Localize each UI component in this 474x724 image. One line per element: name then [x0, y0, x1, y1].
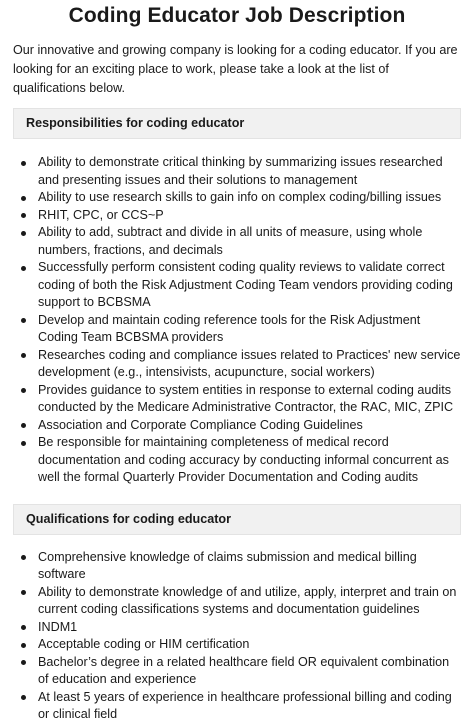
list-item-text: Association and Corporate Compliance Coding Guidelines — [38, 417, 363, 432]
bullet-icon — [21, 660, 26, 665]
bullet-icon — [21, 353, 26, 358]
list-item — [13, 654, 461, 689]
list-item-text: INDM1 — [38, 619, 78, 634]
qualifications-list — [13, 549, 461, 724]
bullet-icon — [21, 441, 26, 446]
bullet-icon — [21, 231, 26, 236]
list-item — [13, 189, 461, 207]
list-item-text: Be responsible for maintaining completeness of medical record documentation and coding accuracy by conducting informal concurrent as well the formal Quarterly Provider Documentation and Coding audits — [38, 435, 449, 484]
bullet-icon — [21, 161, 26, 166]
bullet-icon — [21, 555, 26, 560]
bullet-icon — [21, 388, 26, 393]
list-item — [13, 259, 461, 312]
list-item — [13, 154, 461, 189]
bullet-icon — [21, 318, 26, 323]
list-item — [13, 347, 461, 382]
bullet-icon — [21, 266, 26, 271]
list-item-text: Comprehensive knowledge of claims submission and medical billing software — [38, 549, 417, 581]
page-title: Coding Educator Job Description — [68, 4, 406, 27]
list-item-text: Ability to use research skills to gain info on complex coding/billing issues — [38, 190, 442, 204]
list-item-text: Ability to add, subtract and divide in all units of measure, using whole numbers, fractions, and decimals — [38, 225, 423, 257]
bullet-icon — [21, 625, 26, 630]
list-item — [13, 417, 461, 435]
list-item — [13, 312, 461, 347]
list-item — [13, 619, 461, 637]
list-item — [13, 382, 461, 417]
bullet-icon — [21, 643, 26, 648]
list-item-text: Provides guidance to system entities in response to external coding audits conducted by the Medicare Administrative Contractor, the RAC, MIC, ZPIC — [38, 382, 454, 414]
list-item-text: Develop and maintain coding reference tools for the Risk Adjustment Coding Team BCBSMA providers — [38, 312, 421, 344]
bullet-icon — [21, 695, 26, 700]
bullet-icon — [21, 196, 26, 201]
list-item-text: Ability to demonstrate knowledge of and utilize, apply, interpret and train on current coding classifications systems and documentation guidelines — [38, 584, 457, 616]
list-item-text: RHIT, CPC, or CCS~P — [38, 207, 164, 222]
list-item — [13, 224, 461, 259]
list-item — [13, 549, 461, 584]
list-item — [13, 584, 461, 619]
list-item — [13, 689, 461, 724]
list-item — [13, 434, 461, 487]
list-item — [13, 207, 461, 225]
responsibilities-list — [13, 154, 461, 487]
list-item — [13, 636, 461, 654]
intro-paragraph: Our innovative and growing company is looking for a coding educator. If you are looking for an exciting place to work, please take a look at the list of qualifications below. — [13, 43, 458, 95]
bullet-icon — [21, 423, 26, 428]
list-item-text: At least 5 years of experience in healthcare professional billing and coding or clinical field — [38, 689, 452, 721]
list-item-text: Ability to demonstrate critical thinking by summarizing issues researched and presenting issues and their solutions to management — [38, 155, 443, 187]
list-item-text: Successfully perform consistent coding quality reviews to validate correct coding of both the Risk Adjustment Coding Team vendors providing coding support to BCBSMA — [38, 260, 453, 309]
bullet-icon — [21, 590, 26, 595]
qualifications-heading: Qualifications for coding educator — [13, 504, 461, 535]
list-item-text: Researches coding and compliance issues related to Practices' new service development (e.g., intensivists, acupuncture, social workers) — [38, 347, 461, 379]
bullet-icon — [21, 213, 26, 218]
list-item-text: Bachelor’s degree in a related healthcare field OR equivalent combination of education and experience — [38, 654, 450, 686]
responsibilities-heading: Responsibilities for coding educator — [13, 108, 461, 139]
list-item-text: Acceptable coding or HIM certification — [38, 637, 250, 651]
